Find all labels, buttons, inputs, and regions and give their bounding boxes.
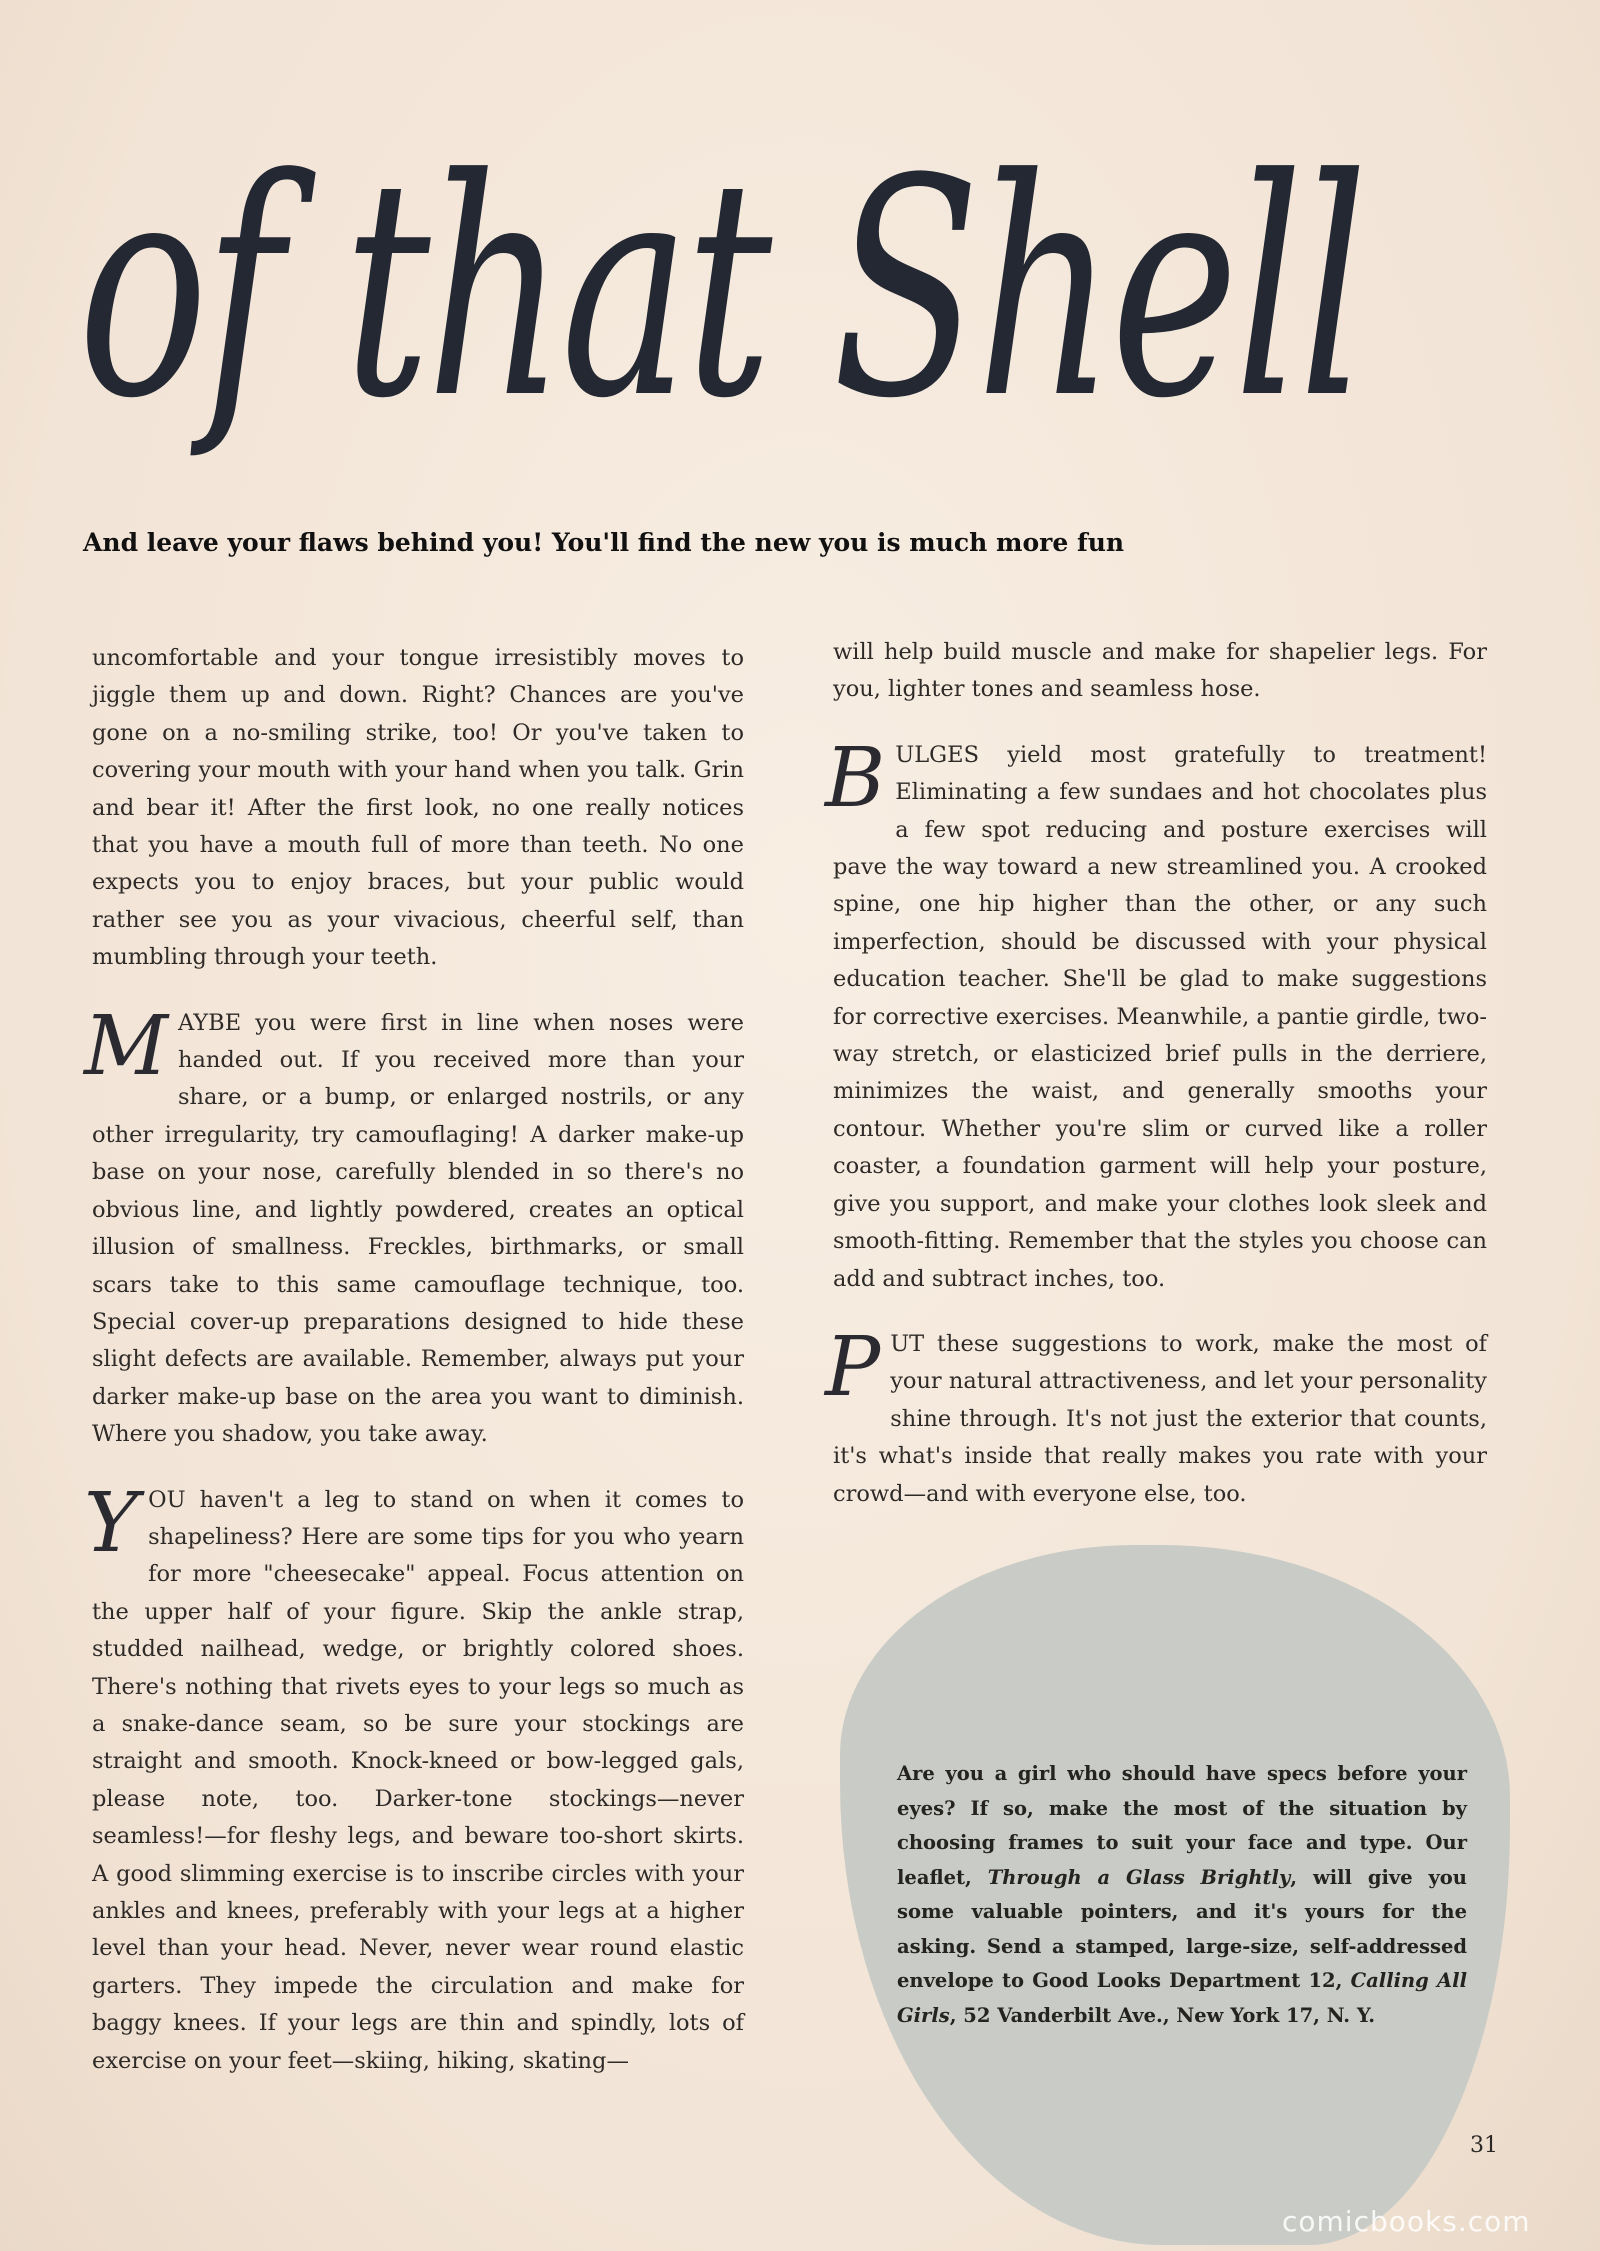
- watermark: comicbooks.com: [1282, 2205, 1531, 2238]
- paragraph-bulges: [825, 730, 1487, 1298]
- magazine-name: Calling All Girls: [897, 1969, 1467, 2027]
- leaflet-title: Through a Glass Brightly: [987, 1865, 1291, 1889]
- paragraph-noses-text: AYBE you were first in line when noses were handed out. If you received more than your share, or a bump, or enlarged nostrils, or any other irregularity, try camouflaging! A darker make-up base on your nose, carefully blended in so there's no obvious line, and lightly powdered, creates an optical illusion of smallness. Freckles, birthmarks, or small scars take to this same camouflage technique, too. Special cover-up preparations designed to hide these slight defects are available. Remember, always put your darker make-up base on the area you want to diminish. Where you shadow, you take away.: [92, 1009, 744, 1448]
- sidebar-box-text: [897, 1757, 1467, 2033]
- paragraph-put-text: UT these suggestions to work, make the most of your natural attractiveness, and let your personality shine through. It's not just the exterior that counts, it's what's inside that really makes you rate with your crowd—and with everyone else, too.: [833, 1330, 1487, 1507]
- drop-cap-m: M: [84, 998, 168, 1094]
- drop-cap-p: P: [825, 1319, 881, 1415]
- paragraph-noses: [84, 998, 744, 1454]
- box-text-b: , will give you some valuable pointers, and it's yours for the asking. Send a stamped, large-size, self-addressed envelope to Good Looks Department 12,: [897, 1865, 1467, 1992]
- subheadline: And leave your flaws behind you! You'll find the new you is much more fun: [83, 528, 1125, 557]
- paragraph-braces: uncomfortable and your tongue irresistibly moves to jiggle them up and down. Right? Chances are you've gone on a no-smiling strike, too! Or you've taken to covering your mouth with your hand when you talk. Grin and bear it! After the first look, no one really notices that you have a mouth full of more than teeth. No one expects you to enjoy braces, but your public would rather see you as your vivacious, cheerful self, than mumbling through your teeth.: [92, 645, 744, 971]
- box-text-a: Are you a girl who should have specs before your eyes? If so, make the most of the situation by choosing frames to suit your face and type. Our leaflet,: [897, 1762, 1467, 1889]
- paragraph-bulges-text: ULGES yield most gratefully to treatment! Eliminating a few sundaes and hot chocolates plus a few spot reducing and posture exercises will pave the way toward a new streamlined you. A crooked spine, one hip higher than the other, or any such imperfection, should be discussed with your physical education teacher. She'll be glad to make suggestions for corrective exercises. Meanwhile, a pantie girdle, two-way stretch, or elasticized brief pulls in the derriere, minimizes the waist, and generally smooths your contour. Whether you're slim or curved like a roller coaster, a foundation garment will help your posture, give you support, and make your clothes look sleek and smooth-fitting. Remember that the styles you choose can add and subtract inches, too.: [833, 741, 1487, 1292]
- drop-cap-y: Y: [84, 1475, 139, 1571]
- right-column: [825, 634, 1487, 1541]
- paragraph-put: [825, 1319, 1487, 1513]
- headline: of that Shell: [78, 115, 1364, 464]
- drop-cap-b: B: [825, 730, 886, 826]
- box-text-c: , 52 Vanderbilt Ave., New York 17, N. Y.: [949, 2003, 1376, 2027]
- paragraph-legs-text: OU haven't a leg to stand on when it comes to shapeliness? Here are some tips for you who yearn for more "cheesecake" appeal. Focus attention on the upper half of your figure. Skip the ankle strap, studded nailhead, wedge, or brightly colored shoes. There's nothing that rivets eyes to your legs so much as a snake-dance seam, so be sure your stockings are straight and smooth. Knock-kneed or bow-legged gals, please note, too. Darker-tone stockings—never seamless!—for fleshy legs, and beware too-short skirts. A good slimming exercise is to inscribe circles with your ankles and knees, preferably with your legs at a higher level than your head. Never, never wear round elastic garters. They impede the circulation and make for baggy knees. If your legs are thin and spindly, lots of exercise on your feet—skiing, hiking, skating—: [92, 1486, 744, 2074]
- paragraph-legs-continued: will help build muscle and make for shapelier legs. For you, lighter tones and seamless hose.: [833, 639, 1487, 703]
- page-number: 31: [1470, 2133, 1498, 2158]
- left-column: [84, 640, 744, 2108]
- paragraph-legs: [84, 1475, 744, 2081]
